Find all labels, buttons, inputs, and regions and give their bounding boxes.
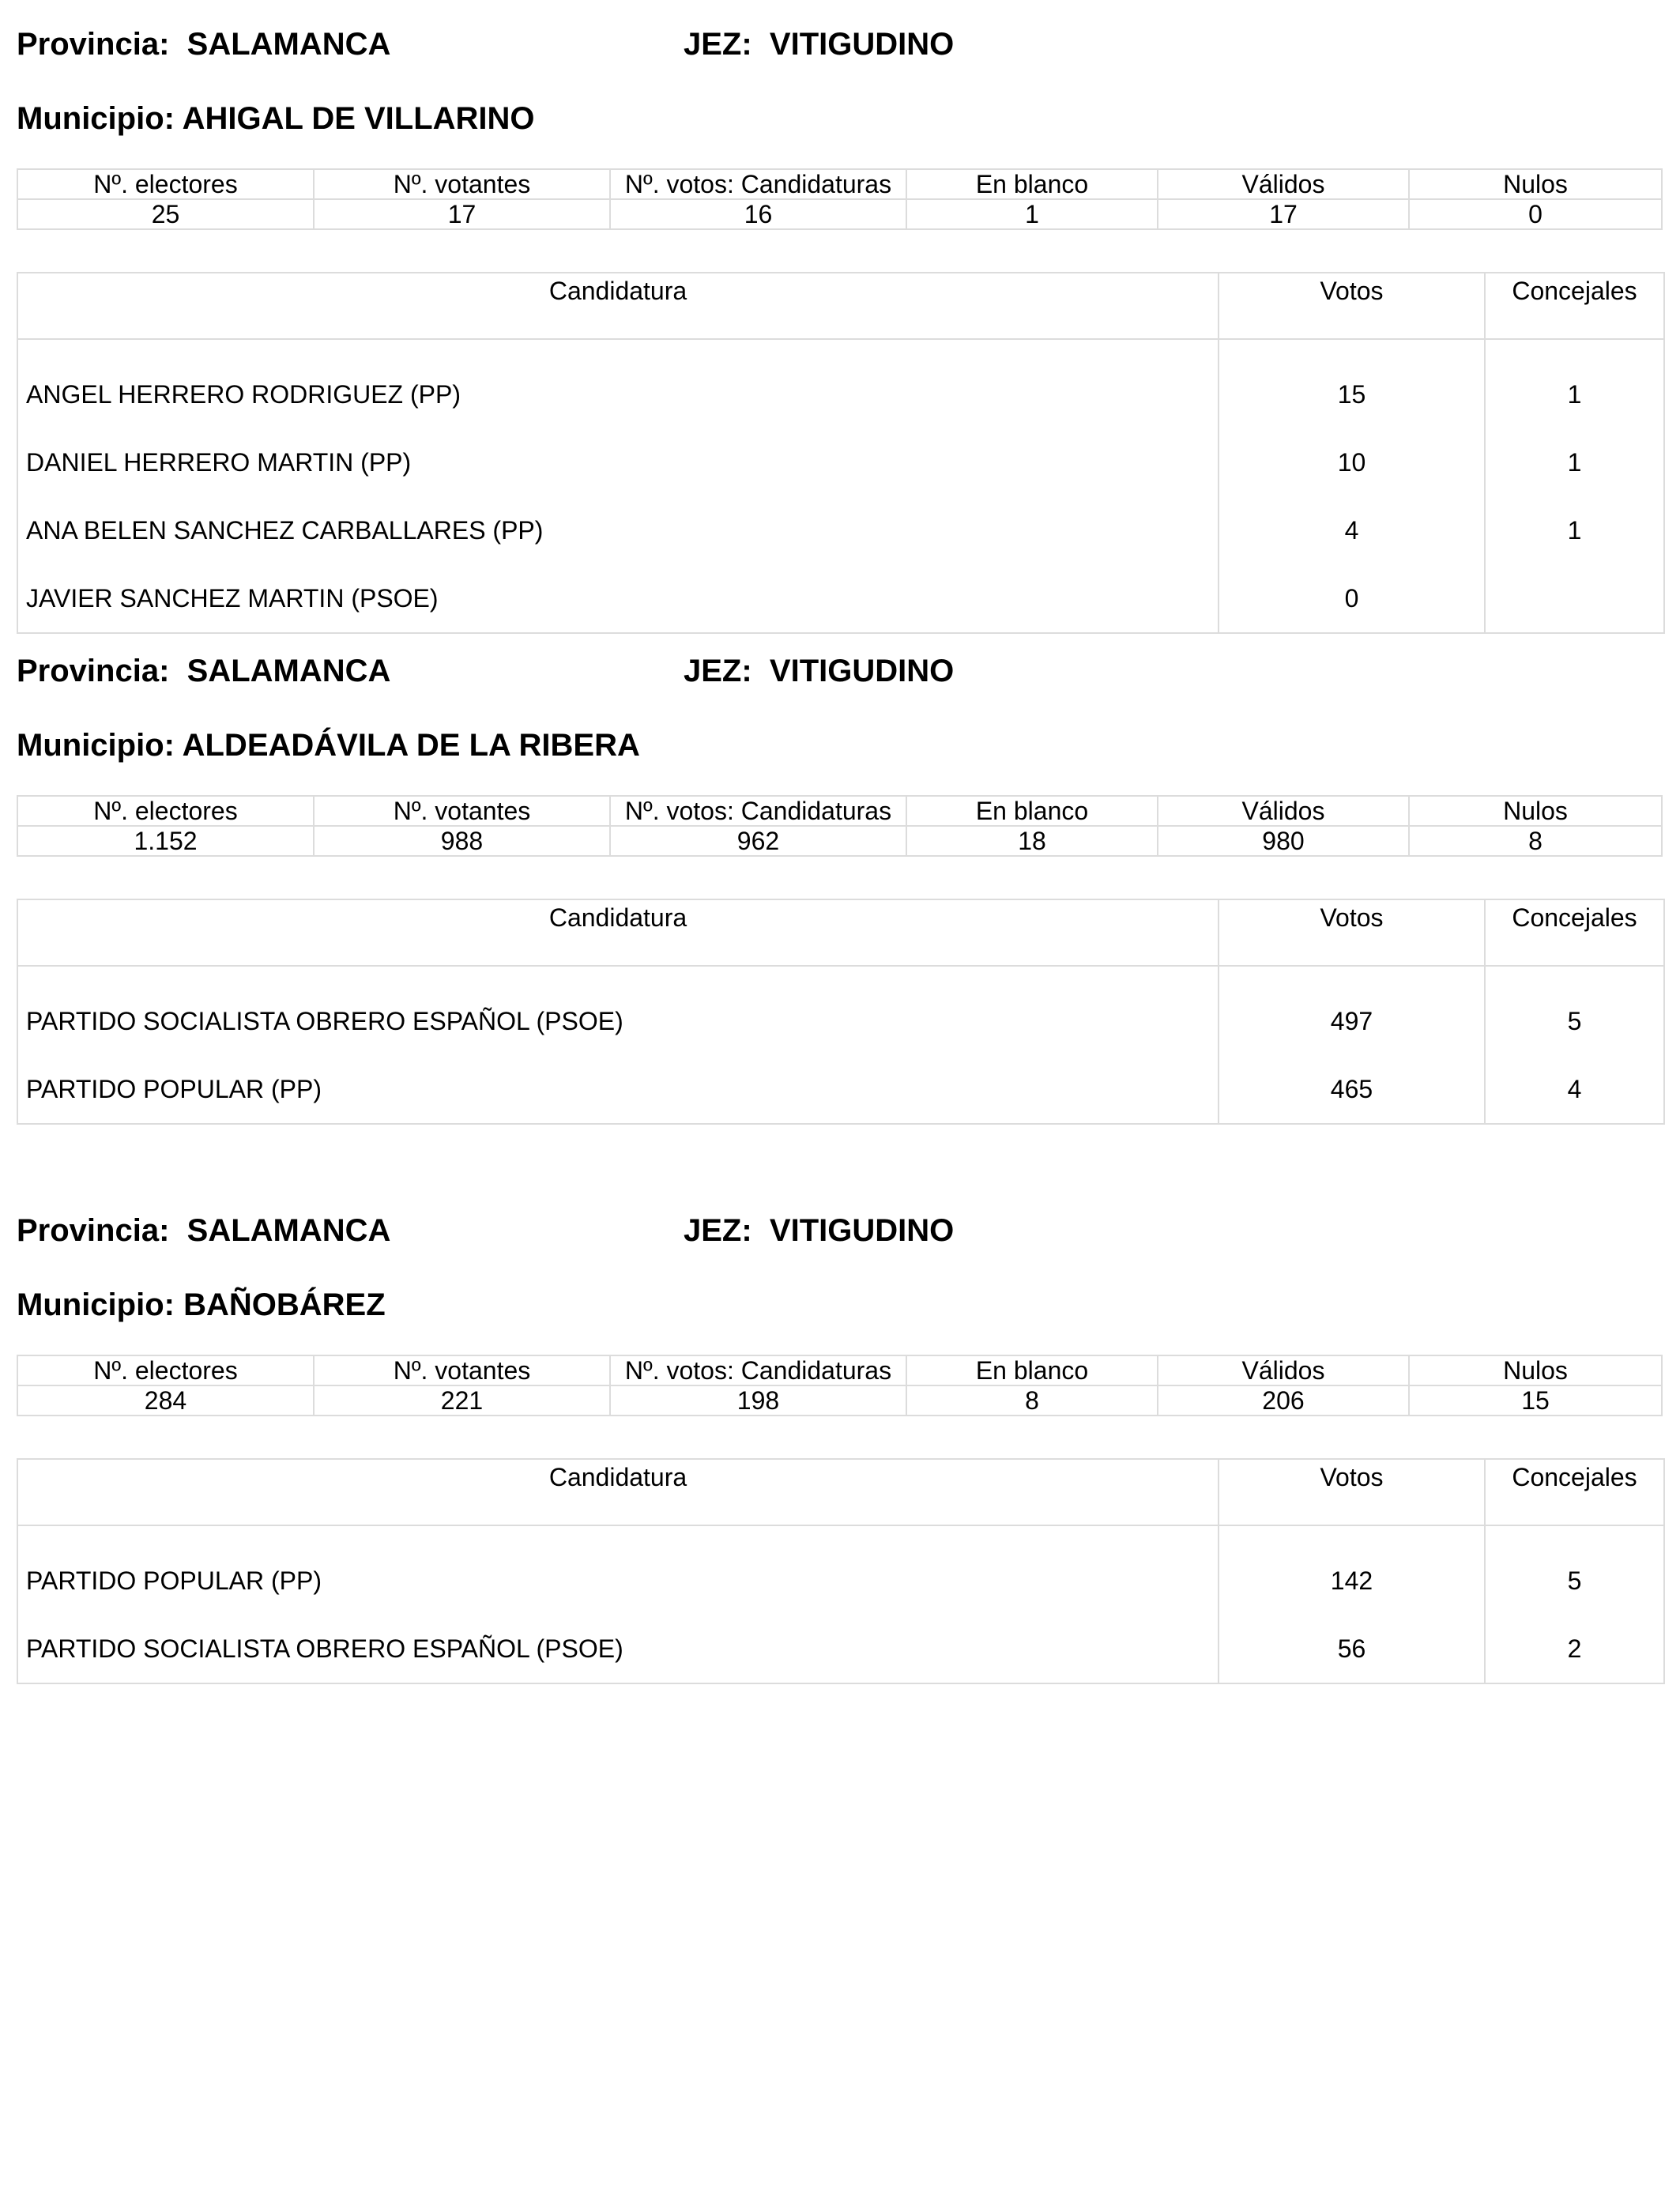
header-concejales: Concejales <box>1485 899 1664 966</box>
candidaturas-table <box>17 899 1665 1125</box>
stats-header-validos: Válidos <box>1158 169 1409 199</box>
header-concejales: Concejales <box>1485 273 1664 339</box>
stats-nulos: 0 <box>1409 199 1662 229</box>
provincia-value: SALAMANCA <box>186 654 391 688</box>
stats-validos: 17 <box>1158 199 1409 229</box>
stats-header-validos: Válidos <box>1158 1355 1409 1385</box>
candidatura-name: PARTIDO POPULAR (PP) <box>17 1055 1219 1124</box>
stats-en-blanco: 18 <box>906 826 1158 856</box>
stats-votantes: 17 <box>314 199 610 229</box>
candidaturas-table <box>17 1458 1665 1684</box>
stats-validos: 206 <box>1158 1385 1409 1416</box>
candidaturas-table <box>17 272 1665 634</box>
stats-header-en-blanco: En blanco <box>906 796 1158 826</box>
candidatura-row <box>17 1615 1664 1683</box>
candidatura-votos: 142 <box>1219 1547 1485 1615</box>
candidatura-votos: 10 <box>1219 428 1485 496</box>
spacer-row <box>17 339 1664 360</box>
header-candidatura: Candidatura <box>17 1459 1219 1525</box>
stats-header-votantes: Nº. votantes <box>314 169 610 199</box>
candidatura-concejales: 5 <box>1485 987 1664 1055</box>
spacer-row <box>17 966 1664 987</box>
stats-nulos: 15 <box>1409 1385 1662 1416</box>
municipio-value: AHIGAL DE VILLARINO <box>182 101 535 136</box>
candidatura-concejales: 1 <box>1485 428 1664 496</box>
candidaturas-header-row <box>17 273 1664 339</box>
candidatura-concejales <box>1485 564 1664 633</box>
stats-votos-candidaturas: 962 <box>610 826 906 856</box>
candidatura-concejales: 1 <box>1485 496 1664 564</box>
candidatura-name: DANIEL HERRERO MARTIN (PP) <box>17 428 1219 496</box>
stats-header-electores: Nº. electores <box>17 796 314 826</box>
stats-votantes: 988 <box>314 826 610 856</box>
candidatura-name: ANGEL HERRERO RODRIGUEZ (PP) <box>17 360 1219 428</box>
stats-electores: 1.152 <box>17 826 314 856</box>
stats-votos-candidaturas: 16 <box>610 199 906 229</box>
municipio-label: Municipio: <box>17 101 175 136</box>
municipio-value: ALDEADÁVILA DE LA RIBERA <box>182 728 640 763</box>
header-candidatura: Candidatura <box>17 273 1219 339</box>
provincia-line <box>17 652 390 690</box>
candidatura-row <box>17 564 1664 633</box>
candidatura-row <box>17 496 1664 564</box>
provincia-line <box>17 1212 390 1250</box>
candidaturas-header-row <box>17 1459 1664 1525</box>
header-votos: Votos <box>1219 273 1485 339</box>
candidatura-name: ANA BELEN SANCHEZ CARBALLARES (PP) <box>17 496 1219 564</box>
stats-value-row <box>17 1385 1662 1416</box>
candidatura-concejales: 5 <box>1485 1547 1664 1615</box>
stats-votantes: 221 <box>314 1385 610 1416</box>
candidatura-concejales: 1 <box>1485 360 1664 428</box>
candidatura-votos: 0 <box>1219 564 1485 633</box>
municipio-label: Municipio: <box>17 728 175 763</box>
stats-header-nulos: Nulos <box>1409 796 1662 826</box>
stats-header-votos-candidaturas: Nº. votos: Candidaturas <box>610 1355 906 1385</box>
provincia-value: SALAMANCA <box>186 27 391 62</box>
stats-header-votos-candidaturas: Nº. votos: Candidaturas <box>610 169 906 199</box>
stats-votos-candidaturas: 198 <box>610 1385 906 1416</box>
provincia-label: Provincia: <box>17 1213 170 1248</box>
jez-value: VITIGUDINO <box>769 27 955 62</box>
candidatura-votos: 465 <box>1219 1055 1485 1124</box>
stats-header-en-blanco: En blanco <box>906 169 1158 199</box>
jez-label: JEZ: <box>684 1213 752 1248</box>
provincia-value: SALAMANCA <box>186 1213 391 1248</box>
candidatura-row <box>17 987 1664 1055</box>
stats-table <box>17 1355 1663 1416</box>
municipio-label: Municipio: <box>17 1287 175 1322</box>
stats-value-row <box>17 199 1662 229</box>
municipio-line <box>17 100 535 138</box>
stats-header-votos-candidaturas: Nº. votos: Candidaturas <box>610 796 906 826</box>
stats-header-votantes: Nº. votantes <box>314 796 610 826</box>
candidatura-concejales: 2 <box>1485 1615 1664 1683</box>
stats-header-nulos: Nulos <box>1409 1355 1662 1385</box>
candidatura-name: PARTIDO POPULAR (PP) <box>17 1547 1219 1615</box>
stats-header-en-blanco: En blanco <box>906 1355 1158 1385</box>
candidatura-name: PARTIDO SOCIALISTA OBRERO ESPAÑOL (PSOE) <box>17 1615 1219 1683</box>
candidatura-row <box>17 428 1664 496</box>
candidatura-row <box>17 1055 1664 1124</box>
municipio-line <box>17 1286 386 1324</box>
stats-nulos: 8 <box>1409 826 1662 856</box>
stats-header-nulos: Nulos <box>1409 169 1662 199</box>
municipio-line <box>17 726 640 764</box>
candidatura-votos: 15 <box>1219 360 1485 428</box>
header-votos: Votos <box>1219 1459 1485 1525</box>
stats-header-electores: Nº. electores <box>17 1355 314 1385</box>
candidatura-row <box>17 360 1664 428</box>
municipio-value: BAÑOBÁREZ <box>183 1287 386 1322</box>
jez-label: JEZ: <box>684 27 752 62</box>
jez-value: VITIGUDINO <box>769 654 955 688</box>
stats-electores: 25 <box>17 199 314 229</box>
header-votos: Votos <box>1219 899 1485 966</box>
candidatura-votos: 56 <box>1219 1615 1485 1683</box>
stats-table <box>17 795 1663 857</box>
stats-validos: 980 <box>1158 826 1409 856</box>
stats-electores: 284 <box>17 1385 314 1416</box>
stats-header-row <box>17 1355 1662 1385</box>
jez-value: VITIGUDINO <box>769 1213 955 1248</box>
stats-value-row <box>17 826 1662 856</box>
stats-header-electores: Nº. electores <box>17 169 314 199</box>
stats-en-blanco: 8 <box>906 1385 1158 1416</box>
stats-header-votantes: Nº. votantes <box>314 1355 610 1385</box>
candidatura-votos: 497 <box>1219 987 1485 1055</box>
header-candidatura: Candidatura <box>17 899 1219 966</box>
stats-header-row <box>17 169 1662 199</box>
candidatura-name: PARTIDO SOCIALISTA OBRERO ESPAÑOL (PSOE) <box>17 987 1219 1055</box>
header-concejales: Concejales <box>1485 1459 1664 1525</box>
candidatura-concejales: 4 <box>1485 1055 1664 1124</box>
stats-en-blanco: 1 <box>906 199 1158 229</box>
stats-header-validos: Válidos <box>1158 796 1409 826</box>
candidatura-name: JAVIER SANCHEZ MARTIN (PSOE) <box>17 564 1219 633</box>
provincia-label: Provincia: <box>17 654 170 688</box>
jez-line <box>684 652 954 690</box>
provincia-line <box>17 25 390 63</box>
spacer-row <box>17 1525 1664 1547</box>
stats-table <box>17 168 1663 230</box>
jez-label: JEZ: <box>684 654 752 688</box>
jez-line <box>684 25 954 63</box>
candidatura-row <box>17 1547 1664 1615</box>
jez-line <box>684 1212 954 1250</box>
provincia-label: Provincia: <box>17 27 170 62</box>
candidatura-votos: 4 <box>1219 496 1485 564</box>
candidaturas-header-row <box>17 899 1664 966</box>
stats-header-row <box>17 796 1662 826</box>
